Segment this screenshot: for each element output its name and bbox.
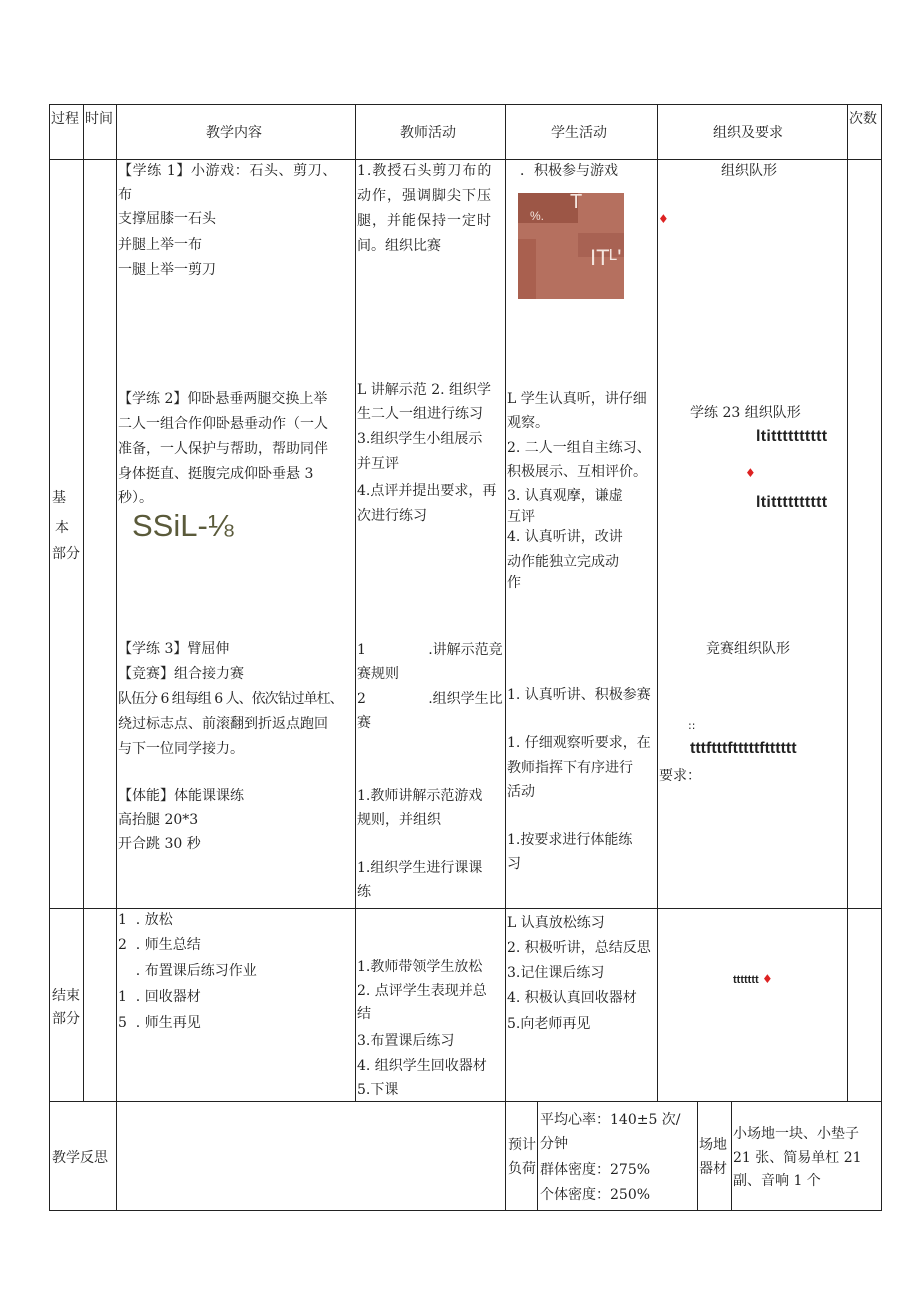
practice2-line-3: 准备，一人保护与帮助，帮助同伴 [118,441,328,457]
org2-marker-icon: ♦ [745,466,756,480]
practice2-line-5: 秒）。 [118,490,153,506]
practice1-line-3: 支撑屈膝一石头 [118,211,216,227]
student3-line-10: 习 [507,856,521,872]
org2-row-1: ltitttttttttt [756,428,828,445]
table-border-right [881,104,882,1211]
ending-content-2: 2 . 师生总结 [118,937,201,953]
org1-marker-icon: ♦ [658,212,669,226]
teacher3-line-3: 2 .组织学生比 [357,691,503,707]
teacher1-line-4: 间。组织比赛 [357,238,441,254]
teacher2-line-6: 次进行练习 [357,508,427,524]
load-line-1: 平均心率：140±5 次/ [540,1112,681,1128]
ending-student-2: 2. 积极听讲，总结反思 [507,940,651,956]
teacher3-line-1: 1 .讲解示范竞 [357,642,503,658]
practice3-line-4: 绕过标志点、前滚翻到折返点跑回 [118,716,328,732]
org2-title: 学练 23 组织队形 [690,405,801,421]
venue-line-2: 21 张、简易单杠 21 [733,1150,862,1166]
practice2-line-2: 二人一组合作仰卧悬垂动作（一人 [118,416,328,432]
load-label-2: 负荷 [508,1161,536,1177]
practice2-line-4: 身体挺直、挺腹完成仰卧垂悬 3 [118,466,314,482]
teacher3-line-2: 赛规则 [357,666,399,682]
ending-content-5: 5 . 师生再见 [118,1015,201,1031]
photo-text-2: %. [530,209,545,223]
practice3-line-7: 【体能】体能课课练 [118,788,244,804]
student2-line-3: 2. 二人一组自主练习、 [507,440,651,456]
org2-row-2: ltitttttttttt [756,494,828,511]
header-teacher: 教师活动 [400,125,456,141]
photo-text-1: T [570,193,583,213]
practice3-line-9: 开合跳 30 秒 [118,836,201,852]
student2-line-4: 积极展示、互相评价。 [507,464,647,480]
basic-end-line [49,908,882,909]
ending-section-label-2: 部分 [52,1011,80,1027]
header-process: 过程 [51,111,79,127]
venue-line-3: 副、音响 1 个 [733,1173,821,1189]
basic-section-label-3: 部分 [52,546,80,562]
student2-line-2: 观察。 [507,415,549,431]
load-line-3: 群体密度：275% [540,1162,651,1178]
practice3-line-2: 【竞赛】组合接力赛 [118,666,244,682]
ending-student-1: L 认真放松练习 [507,915,605,931]
teacher1-line-1: 1.教授石头剪刀布的 [357,163,493,179]
teacher2-line-4: 并互评 [357,456,399,472]
ending-end-line [49,1101,882,1102]
student2-line-8: 动作能独立完成动 [507,554,619,570]
ending-student-3: 3.记住课后练习 [507,965,605,981]
teacher3-line-10: 1.组织学生进行课课 [357,860,483,876]
load-label-1: 预计 [508,1137,536,1153]
col-line-load-value [697,1101,698,1211]
header-time: 时间 [85,111,113,127]
col-line-content [355,104,356,1102]
student2-line-7: 4. 认真听讲，改讲 [507,529,623,545]
header-count: 次数 [849,111,877,127]
header-content: 教学内容 [206,125,262,141]
basic-section-label-2: 本 [55,520,69,536]
student2-line-1: L 学生认真听，讲仔细 [507,391,647,407]
table-border-left [49,104,50,1211]
org3-row: tttftttftttttftttttt [690,740,797,757]
org1-title: 组织队形 [721,163,777,179]
practice3-line-3: 队伍分 6 组每组 6 人、依次钻过单杠、 [118,691,343,707]
ending-teacher-4: 3.布置课后练习 [357,1033,455,1049]
col-line-time [116,104,117,1211]
venue-label-2: 器材 [699,1161,727,1177]
practice1-line-1: 【学练 1】小游戏：石头、剪刀、 [118,163,337,179]
student3-line-3: 1. 认真听讲、积极参赛 [507,687,651,703]
garbled-text: SSiL-⅛ [132,508,234,543]
col-line-student [657,104,658,1102]
reflection-label: 教学反思 [52,1150,108,1166]
ending-teacher-1: 1.教师带领学生放松 [357,959,483,975]
ending-student-5: 5.向老师再见 [507,1016,591,1032]
venue-line-1: 小场地一块、小垫子 [733,1126,859,1142]
ending-content-3: . 布置课后练习作业 [118,963,257,979]
ending-teacher-3: 结 [357,1006,371,1022]
teacher2-line-3: 3.组织学生小组展示 [357,431,483,447]
teacher2-line-5: 4.点评并提出要求，再 [357,483,497,499]
practice3-line-1: 【学练 3】臂屈伸 [118,641,230,657]
student3-line-9: 1.按要求进行体能练 [507,832,633,848]
col-line-org [847,104,848,1102]
teacher3-line-11: 练 [357,884,371,900]
col-line-venue-label [731,1101,732,1211]
ending-teacher-6: 5.下课 [357,1082,399,1098]
org3-title: 竞赛组织队形 [706,641,790,657]
teacher2-line-1: L 讲解示范 2. 组织学 [357,382,492,398]
org3-colon: :: [688,719,696,732]
practice1-line-4: 并腿上举一布 [118,237,202,253]
ending-student-4: 4. 积极认真回收器材 [507,990,637,1006]
practice2-line-1: 【学练 2】仰卧悬垂两腿交换上举 [118,391,328,407]
ending-content-1: 1 . 放松 [118,912,173,928]
student3-line-7: 活动 [507,784,535,800]
student1-line-1: ．积极参与游戏 [520,163,618,179]
teacher1-line-2: 动作，强调脚尖下压 [357,188,492,204]
teacher2-line-2: 生二人一组进行练习 [357,406,483,422]
game-photo [518,193,624,299]
student3-line-6: 教师指挥下有序进行 [507,760,633,776]
col-line-load-label [537,1101,538,1211]
header-student: 学生活动 [551,125,607,141]
load-line-4: 个体密度：250% [540,1187,651,1203]
practice3-line-5: 与下一位同学接力。 [118,741,244,757]
teacher1-line-3: 腿，并能保持一定时 [357,213,492,229]
ending-content-4: 1 . 回收器材 [118,989,201,1005]
col-line-process [83,104,84,1102]
ending-teacher-5: 4. 组织学生回收器材 [357,1058,487,1074]
venue-label-1: 场地 [699,1137,727,1153]
student3-line-5: 1. 仔细观察听要求，在 [507,735,651,751]
student2-line-9: 作 [507,575,521,591]
practice1-line-5: 一腿上举一剪刀 [118,262,216,278]
table-border-top [49,104,882,105]
teacher3-line-4: 赛 [357,715,371,731]
org3-requirement: 要求： [659,768,701,784]
student2-line-6: 互评 [507,509,535,525]
student2-line-5: 3. 认真观摩，谦虚 [507,488,623,504]
load-line-2: 分钟 [540,1136,568,1152]
ending-section-label-1: 结束 [52,988,80,1004]
teacher3-line-7: 1.教师讲解示范游戏 [357,788,483,804]
ending-teacher-2: 2. 点评学生表现并总 [357,983,487,999]
photo-text-3: ITᴸ' [590,245,622,270]
ending-org: ttttttt [733,974,759,986]
teacher3-line-8: 规则，并组织 [357,812,441,828]
col-line-teacher [505,104,506,1211]
ending-org-marker-icon: ♦ [762,972,773,986]
table-border-bottom [49,1210,882,1211]
practice1-line-2: 布 [118,187,132,203]
header-organization: 组织及要求 [713,125,783,141]
practice3-line-8: 高抬腿 20*3 [118,812,199,828]
basic-section-label-1: 基 [52,490,66,506]
